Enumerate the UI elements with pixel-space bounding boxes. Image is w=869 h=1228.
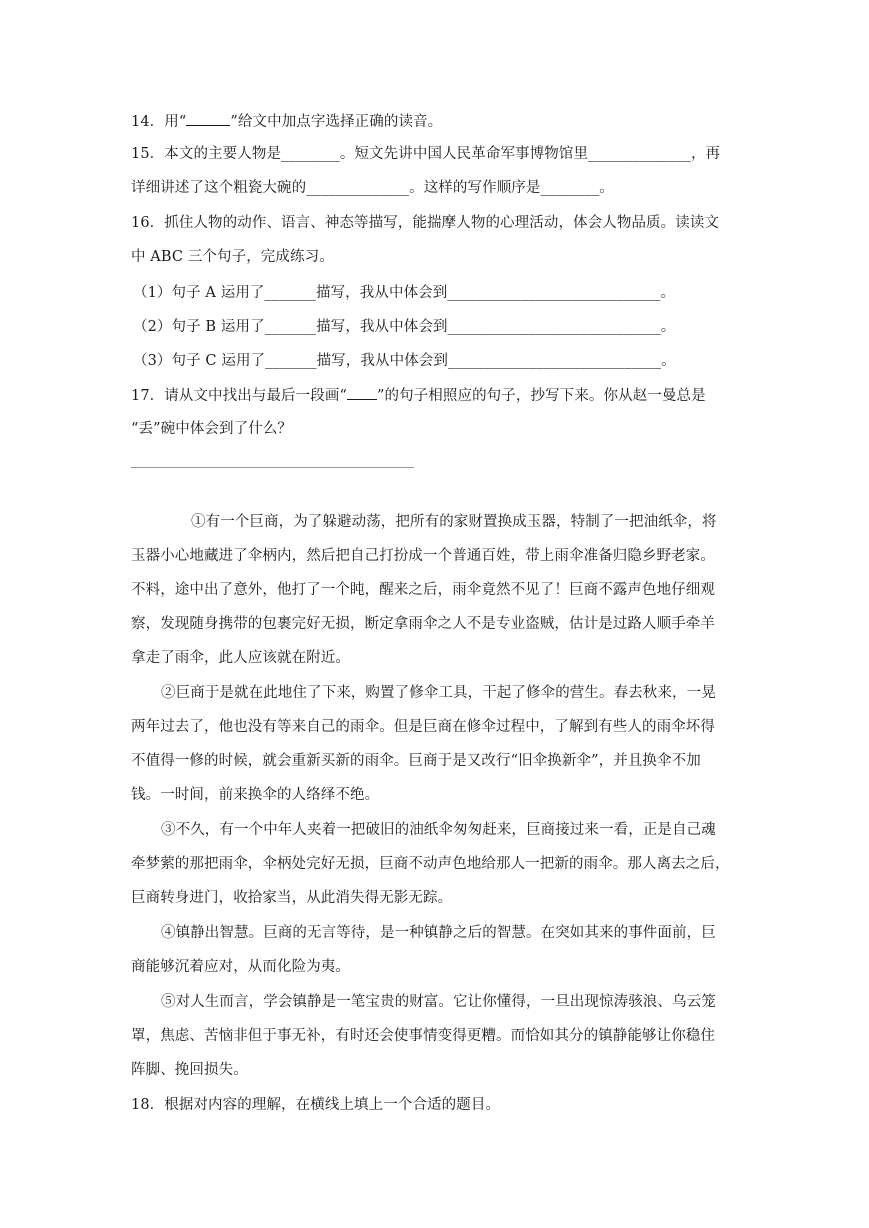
passage-line: 商能够沉着应对，从而化险为夷。 (131, 959, 350, 975)
question-14-prefix: 14．用“ (131, 114, 187, 130)
question-17-line-1 (131, 385, 706, 406)
question-14-blank (186, 111, 230, 126)
question-16-item-1: （1）句子 A 运用了_______描写，我从中体会到_____________________________。 (133, 285, 676, 301)
question-17-line-2: “丢”碗中体会到了什么？ (131, 421, 293, 437)
answer-line (131, 467, 414, 468)
question-16-line-2: 中 ABC 三个句子，完成练习。 (131, 249, 334, 265)
passage-line: 阵脚、挽回损失。 (131, 1062, 248, 1078)
passage-line: 玉器小心地藏进了伞柄内，然后把自己打扮成一个普通百姓，带上雨伞准备归隐乡野老家。 (131, 548, 715, 564)
passage-line: 不料，途中出了意外，他打了一个盹，醒来之后，雨伞竟然不见了！巨商不露声色地仔细观 (131, 582, 715, 598)
question-16-item-2: （2）句子 B 运用了_______描写，我从中体会到_____________________________。 (133, 319, 676, 335)
question-16-item-3: （3）句子 C 运用了_______描写，我从中体会到_____________________________。 (133, 353, 676, 369)
passage-line: 牵梦萦的那把雨伞，伞柄处完好无损，巨商不动声色地给那人一把新的雨伞。那人离去之后， (131, 856, 730, 872)
question-14-suffix: ”给文中加点字选择正确的读音。 (230, 114, 443, 130)
passage-line: 不值得一修的时候，就会重新买新的雨伞。巨商于是又改行“旧伞换新伞”，并且换伞不加 (131, 753, 701, 769)
question-15-line-2: 详细讲述了这个粗瓷大碗的______________。这样的写作顺序是________。 (131, 180, 614, 196)
passage-line: 察，发现随身携带的包裹完好无损，断定拿雨伞之人不是专业盗贼，估计是过路人顺手牵羊 (131, 616, 715, 632)
passage-line: 巨商转身进门，收拾家当，从此消失得无影无踪。 (131, 890, 453, 906)
question-17-prefix: 17．请从文中找出与最后一段画“ (131, 388, 347, 404)
question-14 (131, 111, 442, 132)
passage-line: ③不久，有一个中年人夹着一把破旧的油纸伞匆匆赶来，巨商接过来一看，正是自己魂 (161, 822, 716, 838)
question-18: 18．根据对内容的理解，在横线上填上一个合适的题目。 (131, 1097, 501, 1113)
passage-line: 两年过去了，他也没有等来自己的雨伞。但是巨商在修伞过程中，了解到有些人的雨伞坏得 (131, 719, 715, 735)
passage-line: ⑤对人生而言，学会镇静是一笔宝贵的财富。它让你懂得，一旦出现惊涛骇浪、乌云笼 (161, 994, 716, 1010)
question-16-line-1: 16．抓住人物的动作、语言、神态等描写，能揣摩人物的心理活动，体会人物品质。读读文 (131, 215, 720, 231)
passage-line: 拿走了雨伞，此人应该就在附近。 (131, 650, 350, 666)
question-15-line-1: 15．本文的主要人物是________。短文先讲中国人民革命军事博物馆里______________，再 (131, 146, 721, 162)
passage-line: ②巨商于是就在此地住了下来，购置了修伞工具，干起了修伞的营生。春去秋来，一晃 (161, 685, 716, 701)
passage-line: 钱。一时间，前来换伞的人络绎不绝。 (131, 787, 380, 803)
passage-line: ①有一个巨商，为了躲避动荡，把所有的家财置换成玉器，特制了一把油纸伞，将 (191, 514, 717, 530)
question-17-suffix: ”的句子相照应的句子，抄写下来。你从赵一曼总是 (376, 388, 706, 404)
passage-line: ④镇静出智慧。巨商的无言等待，是一种镇静之后的智慧。在突如其来的事件面前，巨 (161, 925, 716, 941)
question-17-blank (347, 385, 377, 400)
passage-line: 罩，焦虑、苦恼非但于事无补，有时还会使事情变得更糟。而恰如其分的镇静能够让你稳住 (131, 1028, 715, 1044)
